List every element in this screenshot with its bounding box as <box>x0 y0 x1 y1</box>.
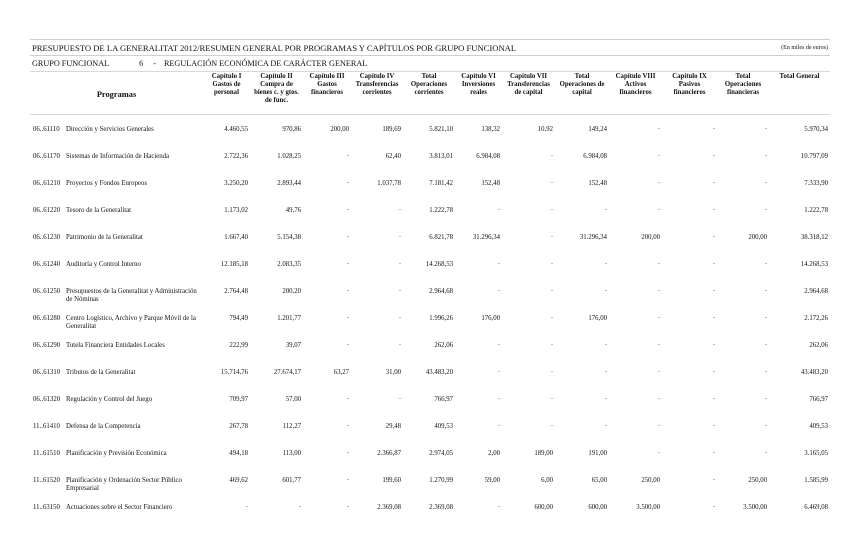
cell-value: 14.268,53 <box>800 261 829 268</box>
cell-value: 262,06 <box>809 342 829 349</box>
cell-value: - <box>713 504 716 510</box>
header-cap3: Capítulo III Gastos financieros <box>303 72 351 115</box>
cell-value: 14.268,53 <box>425 261 454 268</box>
cell-value: 409,53 <box>434 423 454 430</box>
group-label: GRUPO FUNCIONAL <box>32 59 110 68</box>
cell-value: - <box>498 342 501 348</box>
cell-value: - <box>658 261 661 267</box>
cell-value: 1.173,02 <box>224 207 249 214</box>
cell-value: 199,60 <box>382 477 402 484</box>
cell-value: 766,97 <box>809 396 829 403</box>
table-row <box>30 169 830 196</box>
cell-value: 2.964,68 <box>804 288 829 295</box>
cell-value: - <box>713 180 716 186</box>
cell-value: - <box>498 369 501 375</box>
cell-value: - <box>347 450 350 456</box>
cell-value: - <box>399 342 402 348</box>
cell-value: 709,97 <box>229 396 249 403</box>
cell-value: - <box>347 315 350 321</box>
cell-value: 2.722,36 <box>224 153 249 160</box>
cell-value: - <box>399 234 402 240</box>
cell-value: - <box>399 288 402 294</box>
cell-value: - <box>765 153 768 159</box>
cell-value: 31.296,34 <box>579 234 608 241</box>
cell-value: - <box>347 261 350 267</box>
group-name: REGULACIÓN ECONÓMICA DE CARÁCTER GENERAL <box>163 59 368 68</box>
cell-value: 1.667,40 <box>224 234 249 241</box>
program-code: 06..61310 <box>33 369 61 376</box>
cell-value: 262,06 <box>434 342 454 349</box>
cell-value: 2.893,44 <box>277 180 302 187</box>
cell-value: - <box>347 504 350 510</box>
cell-value: - <box>551 207 554 213</box>
cell-value: 2.172,26 <box>804 315 829 322</box>
cell-value: - <box>713 288 716 294</box>
cell-value: - <box>658 288 661 294</box>
program-code: 06..61210 <box>33 180 61 187</box>
cell-value: - <box>713 423 716 429</box>
cell-value: 2.369,08 <box>429 504 454 511</box>
cell-value: - <box>658 396 661 402</box>
cell-value: 31,00 <box>385 369 402 376</box>
cell-value: 1.222,78 <box>429 207 454 214</box>
cell-value: 152,48 <box>481 180 501 187</box>
table-row <box>30 304 830 331</box>
cell-value: - <box>658 126 661 132</box>
cell-value: - <box>765 261 768 267</box>
cell-value: - <box>765 369 768 375</box>
cell-value: 3.165,05 <box>804 450 829 457</box>
program-code: 11..63150 <box>33 504 60 511</box>
program-name: Presupuestos de la Generalitat y Administración de Nóminas <box>66 288 197 303</box>
cell-value: - <box>605 261 608 267</box>
cell-value: - <box>713 450 716 456</box>
report-title: PRESUPUESTO DE LA GENERALITAT 2012/RESUMEN GENERAL POR PROGRAMAS Y CAPÍTULOS POR GRUPO FUNCIONAL <box>32 42 517 53</box>
header-total-capital: Total Operaciones de capital <box>555 72 609 115</box>
program-code: 11..61510 <box>33 450 60 457</box>
cell-value: 1.585,99 <box>804 477 829 484</box>
program-name: Tributos de la Generalitat <box>66 369 136 376</box>
cell-value: - <box>399 261 402 267</box>
header-total-financieras: Total Operaciones financieras <box>717 72 769 115</box>
program-code: 06..61220 <box>33 207 61 214</box>
cell-value: 469,62 <box>229 477 249 484</box>
table-row <box>30 250 830 277</box>
cell-value: 191,00 <box>588 450 608 457</box>
cell-value: - <box>605 369 608 375</box>
cell-value: 15.714,76 <box>220 369 249 376</box>
program-name: Centro Logístico, Archivo y Parque Móvil de la Generalitat <box>66 315 196 330</box>
cell-value: 189,00 <box>534 450 554 457</box>
cell-value: - <box>765 288 768 294</box>
header-cap7: Capítulo VII Transferencias de capital <box>502 72 555 115</box>
cell-value: 409,53 <box>809 423 829 430</box>
cell-value: 250,00 <box>641 477 661 484</box>
cell-value: 2.764,48 <box>224 288 249 295</box>
cell-value: 6.984,08 <box>476 153 501 160</box>
report-header <box>30 40 830 56</box>
cell-value: 2.083,35 <box>277 261 302 268</box>
cell-value: - <box>658 450 661 456</box>
table-header-row <box>30 72 830 115</box>
cell-value: - <box>399 315 402 321</box>
cell-value: 5.970,34 <box>804 126 829 133</box>
table-row <box>30 196 830 223</box>
program-name: Tesoro de la Generalitat <box>66 207 132 214</box>
units-note: (En miles de euros) <box>781 44 828 51</box>
cell-value: - <box>498 261 501 267</box>
cell-value: - <box>713 234 716 240</box>
cell-value: - <box>713 126 716 132</box>
cell-value: 5.821,10 <box>429 126 454 133</box>
cell-value: 10,92 <box>537 126 554 133</box>
cell-value: - <box>347 234 350 240</box>
table-row <box>30 115 830 143</box>
cell-value: - <box>551 288 554 294</box>
functional-group <box>30 56 830 72</box>
cell-value: 113,00 <box>282 450 302 457</box>
table-row <box>30 412 830 439</box>
cell-value: 38.318,12 <box>800 234 829 241</box>
cell-value: 600,00 <box>534 504 554 511</box>
cell-value: 2.369,08 <box>377 504 402 511</box>
cell-value: - <box>551 153 554 159</box>
cell-value: 250,00 <box>748 477 768 484</box>
header-total-general: Total General <box>769 72 830 115</box>
header-cap8: Capítulo VIII Activos financieros <box>609 72 662 115</box>
program-code: 06..61320 <box>33 396 61 403</box>
program-name: Tutela Financiera Entidades Locales <box>66 342 165 349</box>
cell-value: - <box>551 423 554 429</box>
cell-value: 149,24 <box>588 126 608 133</box>
cell-value: 200,00 <box>330 126 350 133</box>
cell-value: - <box>498 396 501 402</box>
cell-value: - <box>347 153 350 159</box>
cell-value: - <box>765 315 768 321</box>
program-name: Auditoría y Control Interno <box>66 261 141 268</box>
cell-value: 3.813,01 <box>429 153 454 160</box>
header-cap4: Capítulo IV Transferencias corrientes <box>351 72 403 115</box>
cell-value: 43.483,20 <box>800 369 829 376</box>
cell-value: 794,49 <box>229 315 249 322</box>
cell-value: - <box>713 261 716 267</box>
cell-value: 6.984,08 <box>583 153 608 160</box>
cell-value: 5.154,38 <box>277 234 302 241</box>
cell-value: - <box>713 396 716 402</box>
cell-value: 43.483,20 <box>425 369 454 376</box>
program-name: Dirección y Servicios Generales <box>66 126 154 133</box>
cell-value: 766,97 <box>434 396 454 403</box>
cell-value: 189,69 <box>382 126 402 133</box>
table-row <box>30 331 830 358</box>
cell-value: - <box>347 180 350 186</box>
header-total-corrientes: Total Operaciones corrientes <box>403 72 455 115</box>
cell-value: - <box>765 450 768 456</box>
program-code: 06..61240 <box>33 261 61 268</box>
program-code: 06..61290 <box>33 342 61 349</box>
cell-value: - <box>605 342 608 348</box>
group-separator: - <box>153 59 156 68</box>
cell-value: - <box>246 504 249 510</box>
cell-value: 1.037,78 <box>377 180 402 187</box>
budget-report <box>30 39 830 520</box>
table-body <box>30 115 830 521</box>
cell-value: - <box>347 288 350 294</box>
cell-value: - <box>347 423 350 429</box>
table-row <box>30 439 830 466</box>
cell-value: 7.333,90 <box>804 180 829 187</box>
cell-value: 2.974,05 <box>429 450 454 457</box>
table-row <box>30 385 830 412</box>
cell-value: - <box>658 423 661 429</box>
cell-value: - <box>713 477 716 483</box>
cell-value: 3.500,00 <box>636 504 661 511</box>
cell-value: 39,07 <box>285 342 302 349</box>
header-cap2: Capítulo II Compra de bienes c. y gtos. de func. <box>250 72 303 115</box>
budget-table <box>30 72 830 520</box>
program-code: 06..61280 <box>33 315 61 322</box>
cell-value: 49,76 <box>285 207 302 214</box>
cell-value: - <box>498 423 501 429</box>
cell-value: 2.964,68 <box>429 288 454 295</box>
cell-value: - <box>658 180 661 186</box>
cell-value: 2.366,87 <box>377 450 402 457</box>
cell-value: 6,00 <box>541 477 554 484</box>
cell-value: 3.250,20 <box>224 180 249 187</box>
cell-value: 63,27 <box>333 369 350 376</box>
cell-value: - <box>658 342 661 348</box>
program-code: 06..61110 <box>33 126 60 133</box>
cell-value: 29,48 <box>385 423 402 430</box>
cell-value: - <box>498 207 501 213</box>
cell-value: - <box>765 396 768 402</box>
cell-value: - <box>347 207 350 213</box>
cell-value: 494,18 <box>229 450 249 457</box>
cell-value: - <box>551 261 554 267</box>
cell-value: - <box>713 369 716 375</box>
cell-value: - <box>765 180 768 186</box>
cell-value: - <box>498 288 501 294</box>
table-row <box>30 277 830 304</box>
cell-value: - <box>713 153 716 159</box>
table-row <box>30 142 830 169</box>
cell-value: - <box>347 396 350 402</box>
cell-value: 6.821,78 <box>429 234 454 241</box>
cell-value: 138,32 <box>481 126 501 133</box>
cell-value: 6.469,08 <box>804 504 829 511</box>
cell-value: - <box>658 153 661 159</box>
cell-value: 57,00 <box>285 396 302 403</box>
program-name: Planificación y Previsión Económica <box>66 450 167 457</box>
cell-value: 176,00 <box>588 315 608 322</box>
cell-value: 65,00 <box>591 477 608 484</box>
program-name: Proyectos y Fondos Europeos <box>66 180 147 187</box>
program-name: Actuaciones sobre el Sector Financiero <box>66 504 173 511</box>
cell-value: - <box>551 180 554 186</box>
cell-value: 1.028,25 <box>277 153 302 160</box>
program-code: 11..61520 <box>33 477 60 484</box>
cell-value: - <box>658 315 661 321</box>
cell-value: - <box>399 207 402 213</box>
cell-value: - <box>658 207 661 213</box>
cell-value: - <box>658 369 661 375</box>
cell-value: 267,78 <box>229 423 249 430</box>
cell-value: - <box>713 342 716 348</box>
cell-value: - <box>347 342 350 348</box>
cell-value: - <box>605 423 608 429</box>
cell-value: - <box>605 396 608 402</box>
program-name: Defensa de la Competencia <box>66 423 141 430</box>
cell-value: 1.222,78 <box>804 207 829 214</box>
cell-value: - <box>765 126 768 132</box>
cell-value: - <box>713 207 716 213</box>
cell-value: - <box>713 315 716 321</box>
cell-value: - <box>498 504 501 510</box>
header-cap9: Capítulo IX Pasivos financieros <box>662 72 717 115</box>
cell-value: 112,27 <box>282 423 302 430</box>
table-row <box>30 223 830 250</box>
program-code: 06..61250 <box>33 288 61 295</box>
cell-value: 222,99 <box>229 342 249 349</box>
cell-value: - <box>765 423 768 429</box>
table-row <box>30 466 830 493</box>
cell-value: 601,77 <box>282 477 302 484</box>
program-code: 06..61170 <box>33 153 60 160</box>
cell-value: 4.460,55 <box>224 126 249 133</box>
cell-value: 31.296,34 <box>472 234 501 241</box>
cell-value: 200,00 <box>748 234 768 241</box>
cell-value: 1.201,77 <box>277 315 302 322</box>
cell-value: - <box>551 369 554 375</box>
program-name: Planificación y Ordenación Sector Público Empresarial <box>66 477 182 492</box>
cell-value: 62,40 <box>385 153 402 160</box>
cell-value: 200,00 <box>641 234 661 241</box>
cell-value: 10.797,09 <box>800 153 829 160</box>
cell-value: - <box>605 288 608 294</box>
table-row <box>30 358 830 385</box>
group-code: 6 <box>139 59 144 68</box>
program-name: Patrimonio de la Generalitat <box>66 234 143 241</box>
cell-value: 970,86 <box>282 126 302 133</box>
cell-value: 600,00 <box>588 504 608 511</box>
cell-value: 152,48 <box>588 180 608 187</box>
program-code: 06..61230 <box>33 234 61 241</box>
program-code: 11..61410 <box>33 423 60 430</box>
cell-value: - <box>765 207 768 213</box>
header-cap6: Capítulo VI Inversiones reales <box>455 72 502 115</box>
cell-value: 59,00 <box>484 477 501 484</box>
program-name: Sistemas de Información de Hacienda <box>66 153 170 160</box>
cell-value: 200,20 <box>282 288 302 295</box>
header-programas: Programas <box>30 72 203 115</box>
cell-value: 1.270,99 <box>429 477 454 484</box>
program-name: Regulación y Control del Juego <box>66 396 153 403</box>
cell-value: - <box>765 342 768 348</box>
cell-value: - <box>551 342 554 348</box>
cell-value: - <box>399 396 402 402</box>
cell-value: 27.674,17 <box>273 369 302 376</box>
cell-value: - <box>299 504 302 510</box>
cell-value: 12.185,18 <box>220 261 249 268</box>
cell-value: 2,00 <box>488 450 501 457</box>
cell-value: - <box>551 234 554 240</box>
cell-value: - <box>551 315 554 321</box>
cell-value: 3.500,00 <box>743 504 768 511</box>
cell-value: - <box>551 396 554 402</box>
header-cap1: Capítulo I Gastos de personal <box>203 72 250 115</box>
cell-value: - <box>605 207 608 213</box>
table-row <box>30 493 830 520</box>
cell-value: - <box>347 477 350 483</box>
cell-value: 176,00 <box>481 315 501 322</box>
cell-value: 7.181,42 <box>429 180 454 187</box>
cell-value: 1.996,26 <box>429 315 454 322</box>
